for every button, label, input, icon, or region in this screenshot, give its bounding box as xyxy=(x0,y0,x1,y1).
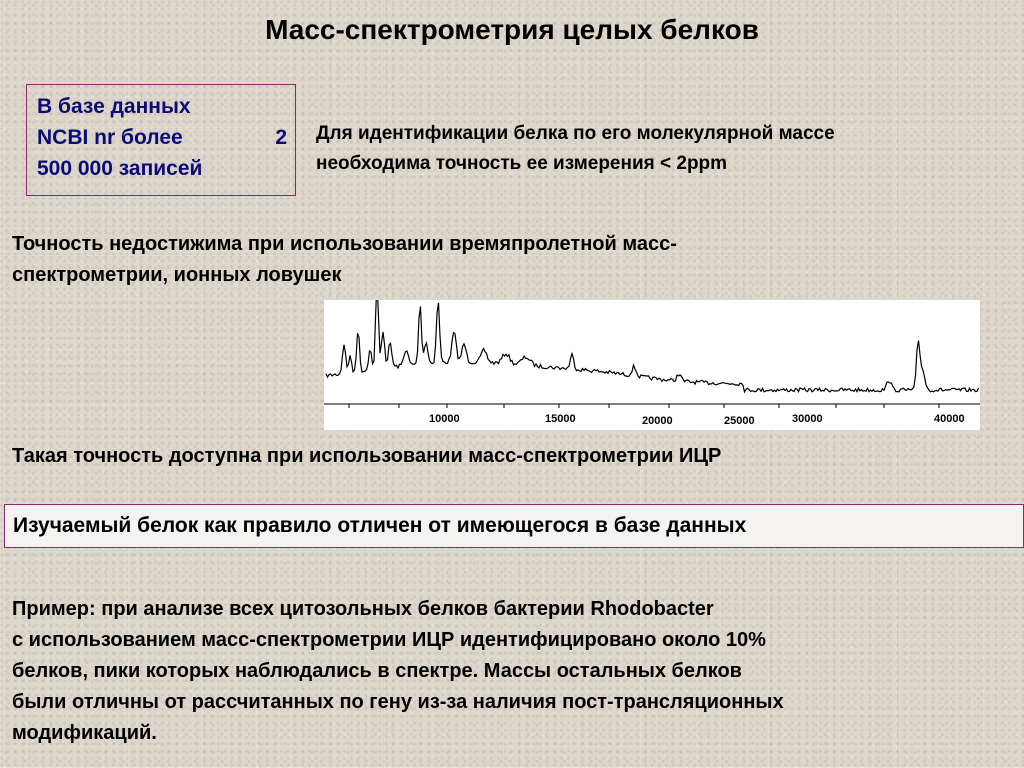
spectrum-ticks xyxy=(349,404,939,408)
tick-label-25000: 25000 xyxy=(724,415,755,427)
example-line-2: с использованием масс-спектрометрии ИЦР идентифицировано около 10% xyxy=(12,629,766,651)
database-note-box xyxy=(26,84,296,196)
tick-label-30000: 30000 xyxy=(792,413,823,425)
highlight-box: Изучаемый белок как правило отличен от имеющегося в базе данных xyxy=(4,504,1024,548)
mass-spectrum-svg xyxy=(324,300,980,430)
limitation-text xyxy=(12,229,1012,291)
spectrum-trace xyxy=(326,300,979,392)
requirement-line-1: Для идентификации белка по его молекулярной массе xyxy=(316,123,835,144)
availability-text: Такая точность доступна при использовании масс-спектрометрии ИЦР xyxy=(12,445,722,467)
database-note-line-3: 500 000 записей xyxy=(37,157,203,180)
slide-title: Масс-спектрометрия целых белков xyxy=(265,14,759,45)
example-line-5: модификаций. xyxy=(12,722,157,744)
example-line-4: были отличны от рассчитанных по гену из-за наличия пост-трансляционных xyxy=(12,691,784,713)
example-paragraph xyxy=(12,594,1017,749)
accuracy-requirement-text xyxy=(316,119,1020,179)
tick-label-40000: 40000 xyxy=(934,413,965,425)
database-note-line-1: В базе данных xyxy=(37,95,191,118)
limitation-line-2: спектрометрии, ионных ловушек xyxy=(12,264,342,286)
database-note-text: NCBI nr более xyxy=(37,126,183,149)
tick-label-10000: 10000 xyxy=(429,413,460,425)
tick-label-20000: 20000 xyxy=(642,415,673,427)
example-line-3: белков, пики которых наблюдались в спектре. Массы остальных белков xyxy=(12,660,742,682)
example-line-1: Пример: при анализе всех цитозольных белков бактерии Rhodobacter xyxy=(12,598,714,620)
tick-label-15000: 15000 xyxy=(545,413,576,425)
mass-spectrum-figure xyxy=(324,300,980,430)
database-note-line-2 xyxy=(37,122,287,153)
requirement-line-2: необходима точность ее измерения < 2ppm xyxy=(316,153,728,174)
database-note-number: 2 xyxy=(275,126,287,149)
limitation-line-1: Точность недостижима при использовании времяпролетной масс- xyxy=(12,233,677,255)
